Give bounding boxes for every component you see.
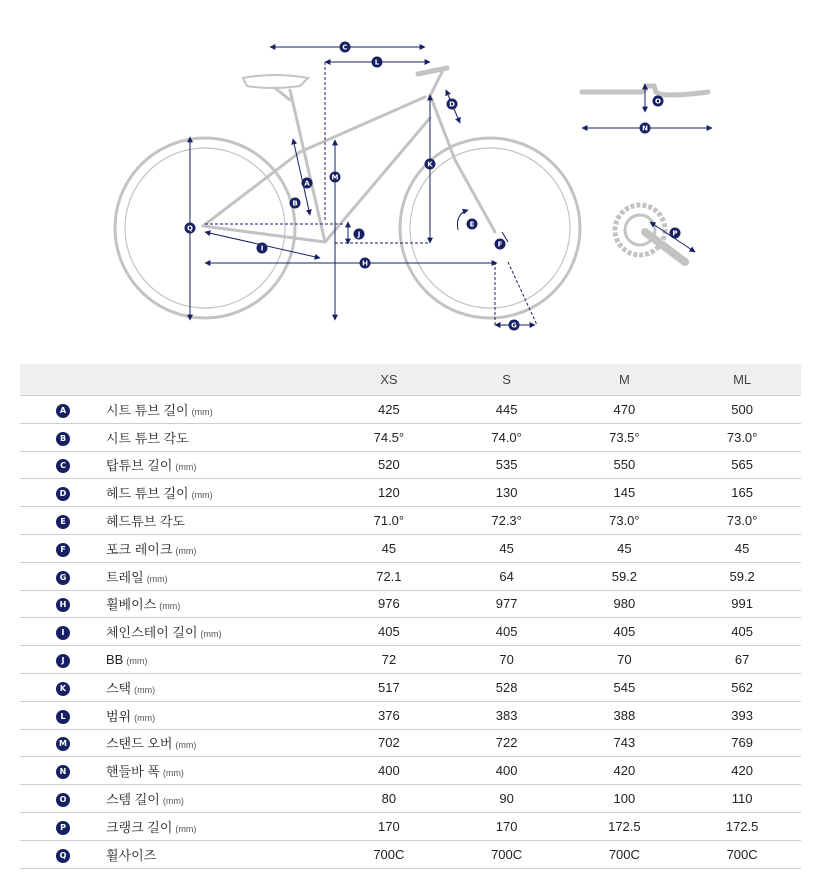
row-code-badge: M (56, 737, 70, 751)
label-f (495, 239, 506, 250)
row-value-cell: 70 (566, 646, 684, 674)
svg-text:C: C (342, 43, 348, 52)
row-code-badge: N (56, 765, 70, 779)
row-name: 헤드 튜브 길이 (106, 486, 189, 502)
row-name-cell (106, 757, 330, 785)
header-code (20, 364, 106, 396)
row-code-badge: P (56, 821, 70, 835)
row-value-cell: 400 (330, 757, 448, 785)
row-code-badge: O (56, 793, 70, 807)
row-name: 시트 튜브 각도 (106, 430, 189, 446)
row-code-cell (20, 396, 106, 424)
row-code-badge: L (56, 710, 70, 724)
row-value-cell: 73.0° (566, 507, 684, 535)
row-value-cell: 376 (330, 701, 448, 729)
row-value-cell: 170 (330, 812, 448, 840)
row-value-cell: 420 (566, 757, 684, 785)
header-name (106, 364, 330, 396)
table-row (20, 590, 801, 618)
row-value-cell: 72 (330, 646, 448, 674)
table-row (20, 562, 801, 590)
row-code-cell (20, 646, 106, 674)
row-value-cell: 425 (330, 396, 448, 424)
table-row (20, 701, 801, 729)
row-value-cell: 70 (448, 646, 566, 674)
row-code-cell (20, 840, 106, 868)
row-code-cell (20, 423, 106, 451)
row-value-cell: 980 (566, 590, 684, 618)
row-value-cell: 73.0° (683, 423, 801, 451)
row-name: BB (106, 652, 124, 668)
row-name: 탑튜브 길이 (106, 458, 173, 474)
row-code-badge: H (56, 598, 70, 612)
row-unit: (mm) (175, 545, 197, 556)
table-row (20, 646, 801, 674)
row-value-cell: 59.2 (566, 562, 684, 590)
row-unit: (mm) (134, 712, 156, 723)
table-row (20, 479, 801, 507)
row-value-cell: 535 (448, 451, 566, 479)
bike-frame (203, 68, 495, 242)
row-value-cell: 45 (448, 534, 566, 562)
row-code-badge: B (56, 432, 70, 446)
row-value-cell: 517 (330, 673, 448, 701)
row-value-cell: 700C (683, 840, 801, 868)
label-m (330, 172, 341, 183)
row-name: 크랭크 길이 (106, 819, 173, 835)
row-code-badge: F (56, 543, 70, 557)
svg-text:G: G (511, 321, 517, 330)
geometry-table (20, 364, 801, 869)
table-row (20, 396, 801, 424)
row-name-cell (106, 618, 330, 646)
table-row (20, 451, 801, 479)
row-code-cell (20, 673, 106, 701)
row-code-badge: Q (56, 849, 70, 863)
row-name: 트레일 (106, 569, 144, 585)
row-value-cell: 400 (448, 757, 566, 785)
svg-text:M: M (331, 173, 339, 182)
row-code-cell (20, 729, 106, 757)
row-value-cell: 545 (566, 673, 684, 701)
row-value-cell: 405 (330, 618, 448, 646)
row-code-cell (20, 757, 106, 785)
svg-text:A: A (304, 179, 310, 188)
svg-text:H: H (362, 259, 368, 268)
table-row (20, 840, 801, 868)
row-code-cell (20, 590, 106, 618)
row-value-cell: 110 (683, 785, 801, 813)
row-value-cell: 565 (683, 451, 801, 479)
row-code-badge: C (56, 459, 70, 473)
row-value-cell: 405 (683, 618, 801, 646)
row-name-cell (106, 479, 330, 507)
row-unit: (mm) (159, 601, 181, 612)
row-value-cell: 470 (566, 396, 684, 424)
label-j (354, 229, 365, 240)
row-code-badge: J (56, 654, 70, 668)
row-name-cell (106, 646, 330, 674)
row-value-cell: 393 (683, 701, 801, 729)
row-value-cell: 528 (448, 673, 566, 701)
row-value-cell: 130 (448, 479, 566, 507)
row-value-cell: 73.0° (683, 507, 801, 535)
row-value-cell: 59.2 (683, 562, 801, 590)
row-value-cell: 90 (448, 785, 566, 813)
row-name-cell (106, 423, 330, 451)
row-value-cell: 702 (330, 729, 448, 757)
row-code-cell (20, 618, 106, 646)
row-value-cell: 74.0° (448, 423, 566, 451)
table-row (20, 785, 801, 813)
row-code-badge: A (56, 404, 70, 418)
svg-text:K: K (427, 160, 433, 169)
row-value-cell: 445 (448, 396, 566, 424)
label-p (670, 228, 681, 239)
table-row (20, 507, 801, 535)
table-header-row (20, 364, 801, 396)
row-code-cell (20, 451, 106, 479)
row-value-cell: 172.5 (683, 812, 801, 840)
svg-text:O: O (655, 97, 661, 106)
row-name: 스템 길이 (106, 792, 160, 808)
row-value-cell: 388 (566, 701, 684, 729)
label-q (185, 223, 196, 234)
row-code-cell (20, 562, 106, 590)
row-value-cell: 550 (566, 451, 684, 479)
row-value-cell: 722 (448, 729, 566, 757)
row-value-cell: 165 (683, 479, 801, 507)
row-code-cell (20, 507, 106, 535)
row-value-cell: 562 (683, 673, 801, 701)
row-value-cell: 74.5° (330, 423, 448, 451)
label-k (425, 159, 436, 170)
row-name-cell (106, 673, 330, 701)
label-h (360, 258, 371, 269)
row-code-cell (20, 785, 106, 813)
row-code-badge: K (56, 682, 70, 696)
row-unit: (mm) (175, 740, 197, 751)
header-size-s: S (448, 364, 566, 396)
row-code-badge: I (56, 626, 70, 640)
row-value-cell: 64 (448, 562, 566, 590)
row-name-cell (106, 534, 330, 562)
table-row (20, 673, 801, 701)
label-n (640, 123, 651, 134)
row-name: 범위 (106, 708, 132, 724)
row-name: 체인스테이 길이 (106, 625, 198, 641)
row-unit: (mm) (162, 768, 184, 779)
row-value-cell: 73.5° (566, 423, 684, 451)
row-value-cell: 700C (330, 840, 448, 868)
rear-wheel (115, 138, 298, 318)
table-row (20, 757, 801, 785)
row-value-cell: 45 (566, 534, 684, 562)
row-unit: (mm) (175, 823, 197, 834)
table-row (20, 729, 801, 757)
row-value-cell: 976 (330, 590, 448, 618)
row-value-cell: 405 (448, 618, 566, 646)
row-value-cell: 145 (566, 479, 684, 507)
label-l (372, 57, 383, 68)
crank-inset (615, 205, 695, 262)
row-unit: (mm) (134, 684, 156, 695)
row-value-cell: 45 (683, 534, 801, 562)
row-unit: (mm) (146, 573, 168, 584)
row-code-badge: D (56, 487, 70, 501)
header-size-ml: ML (683, 364, 801, 396)
row-name: 헤드튜브 각도 (106, 514, 185, 530)
row-code-cell (20, 812, 106, 840)
svg-text:J: J (357, 230, 361, 239)
row-name: 시트 튜브 길이 (106, 402, 189, 418)
row-name: 휠사이즈 (106, 847, 157, 863)
row-name: 핸들바 폭 (106, 764, 160, 780)
row-value-cell: 383 (448, 701, 566, 729)
handlebar-inset (582, 84, 712, 128)
row-code-cell (20, 534, 106, 562)
row-name: 포크 레이크 (106, 541, 173, 557)
header-size-m: M (566, 364, 684, 396)
row-value-cell: 420 (683, 757, 801, 785)
row-value-cell: 500 (683, 396, 801, 424)
row-code-cell (20, 701, 106, 729)
row-name-cell (106, 396, 330, 424)
label-i (257, 243, 268, 254)
table-row (20, 812, 801, 840)
row-code-badge: E (56, 515, 70, 529)
row-value-cell: 72.1 (330, 562, 448, 590)
row-unit: (mm) (126, 656, 148, 667)
svg-text:B: B (292, 199, 298, 208)
row-name-cell (106, 812, 330, 840)
row-code-cell (20, 479, 106, 507)
svg-text:Q: Q (187, 224, 193, 233)
row-code-badge: G (56, 571, 70, 585)
row-value-cell: 405 (566, 618, 684, 646)
row-value-cell: 520 (330, 451, 448, 479)
row-name-cell (106, 507, 330, 535)
svg-text:F: F (497, 240, 503, 249)
label-d (447, 99, 458, 110)
row-unit: (mm) (191, 406, 213, 417)
row-value-cell: 170 (448, 812, 566, 840)
svg-text:I: I (260, 244, 264, 253)
row-value-cell: 700C (566, 840, 684, 868)
row-unit: (mm) (162, 796, 184, 807)
row-value-cell: 80 (330, 785, 448, 813)
svg-text:P: P (672, 229, 678, 238)
label-c (340, 42, 351, 53)
row-value-cell: 991 (683, 590, 801, 618)
label-e (467, 219, 478, 230)
row-value-cell: 172.5 (566, 812, 684, 840)
row-name-cell (106, 701, 330, 729)
row-value-cell: 743 (566, 729, 684, 757)
svg-text:D: D (449, 100, 455, 109)
row-name-cell (106, 562, 330, 590)
svg-text:E: E (469, 220, 475, 229)
row-value-cell: 45 (330, 534, 448, 562)
row-value-cell: 120 (330, 479, 448, 507)
row-value-cell: 67 (683, 646, 801, 674)
row-value-cell: 72.3° (448, 507, 566, 535)
row-unit: (mm) (200, 629, 222, 640)
row-value-cell: 977 (448, 590, 566, 618)
row-value-cell: 100 (566, 785, 684, 813)
svg-text:N: N (642, 124, 648, 133)
row-name-cell (106, 451, 330, 479)
svg-text:L: L (374, 58, 380, 67)
row-value-cell: 71.0° (330, 507, 448, 535)
table-row (20, 534, 801, 562)
label-o (653, 96, 664, 107)
row-unit: (mm) (175, 462, 197, 473)
header-size-xs: XS (330, 364, 448, 396)
row-name: 스탠드 오버 (106, 736, 173, 752)
row-value-cell: 769 (683, 729, 801, 757)
dimension-lines (190, 47, 537, 325)
row-value-cell: 700C (448, 840, 566, 868)
row-name: 휠베이스 (106, 597, 157, 613)
row-name-cell (106, 590, 330, 618)
table-row (20, 423, 801, 451)
row-name-cell (106, 840, 330, 868)
label-g (509, 320, 520, 331)
label-a (302, 178, 313, 189)
label-b (290, 198, 301, 209)
row-name-cell (106, 785, 330, 813)
row-name-cell (106, 729, 330, 757)
table-row (20, 618, 801, 646)
row-unit: (mm) (191, 490, 213, 501)
bike-geometry-diagram (0, 0, 822, 360)
row-name: 스택 (106, 680, 132, 696)
